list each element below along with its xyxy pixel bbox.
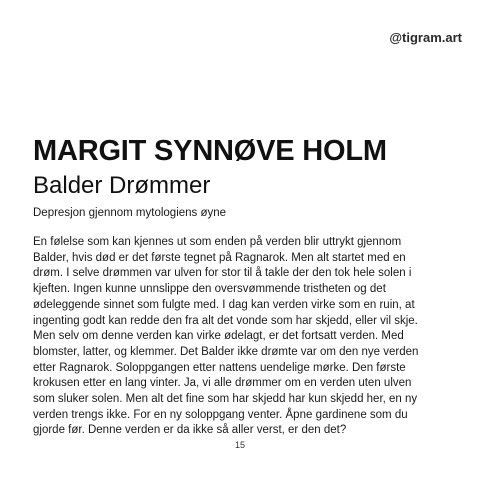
body-line: ødeleggende sinnet som fulgte med. I dag kan verden virke som en ruin, at	[33, 298, 415, 311]
body-line: gjorde før. Denne verden er da ikke så aller verst, er den det?	[33, 424, 347, 437]
body-line: etter Ragnarok. Soloppgangen etter nattens uendelige mørke. Den første	[33, 361, 406, 374]
article-subtitle: Depresjon gjennom mytologiens øyne	[33, 207, 227, 219]
body-line: blomster, latter, og klemmer. Det Balder ikke drømte var om den nye verden	[33, 345, 419, 358]
body-line: En følelse som kan kjennes ut som enden på verden blir uttrykt gjennom	[33, 236, 402, 248]
body-line: Balder, hvis død er det første tegnet på Ragnarok. Men alt startet med en	[33, 251, 406, 264]
page-number: 15	[234, 440, 245, 450]
article-body	[33, 235, 453, 439]
body-line: kjeften. Ingen kunne unnslippe den oversvømmende tristheten og det	[33, 283, 386, 296]
instagram-handle: @tigram.art	[389, 30, 462, 45]
body-line: som sluker solen. Men alt det fine som har skjedd har kun skjedd her, en ny	[33, 393, 418, 406]
article-title: Balder Drømmer	[33, 172, 211, 199]
body-line: verden trengs ikke. For en ny soloppgang venter. Åpne gardinene som du	[33, 408, 408, 421]
body-line: ingenting godt kan redde den fra alt det vonde som har skjedd, eller vil skje.	[33, 314, 418, 327]
body-line: Men selv om denne verden kan virke ødelagt, er det fortsatt verden. Med	[33, 330, 404, 343]
body-line: drøm. I selve drømmen var ulven for stor til å takle der den tok hele solen i	[33, 267, 412, 280]
author-name: MARGIT SYNNØVE HOLM	[33, 135, 387, 167]
body-line: krokusen etter en lang vinter. Ja, vi alle drømmer om en verden uten ulven	[33, 377, 412, 390]
